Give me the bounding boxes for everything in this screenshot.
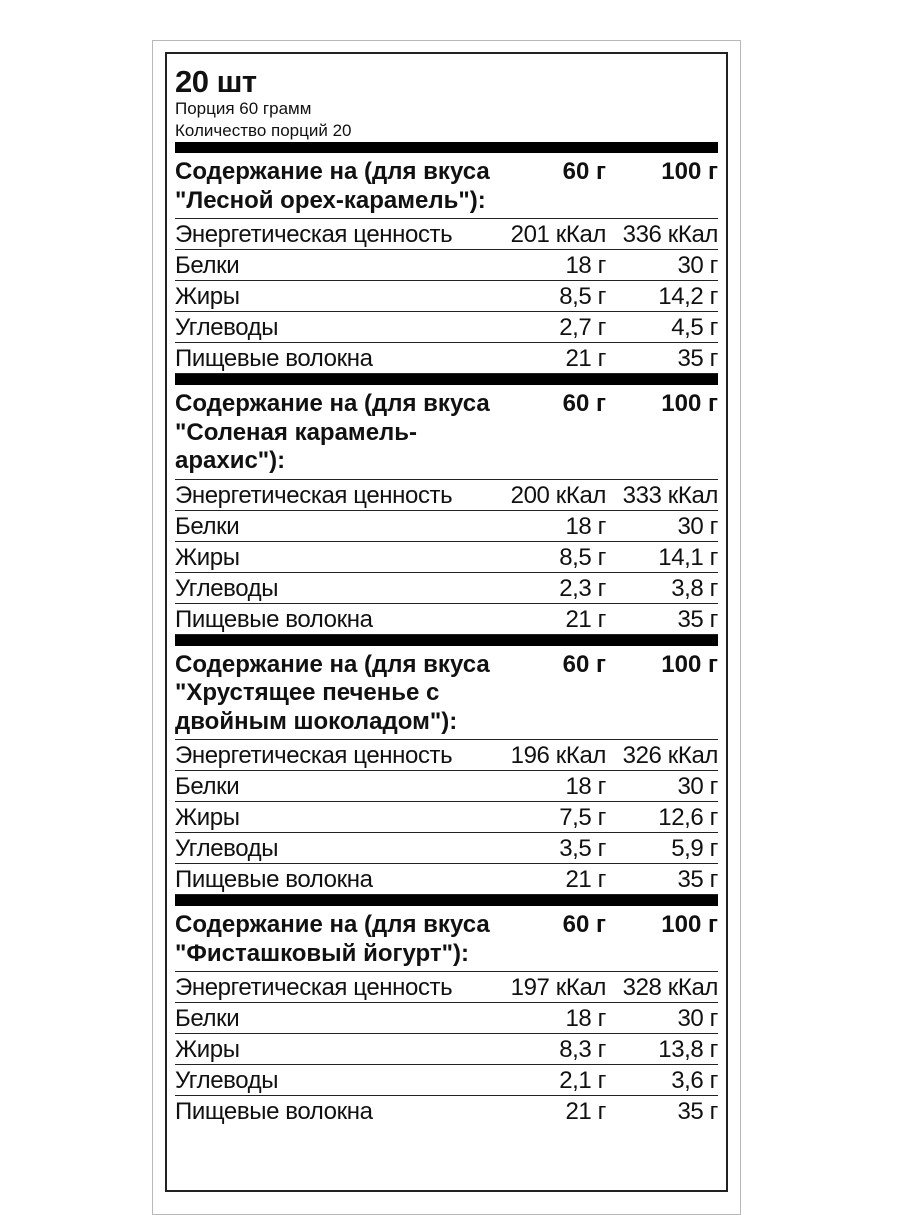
column-header-100g: 100 г: [661, 911, 718, 938]
nutrient-row: [175, 343, 718, 374]
value-per-100g: 35 г: [677, 1098, 718, 1125]
nutrient-name: Жиры: [175, 804, 240, 831]
nutrition-section: [175, 374, 718, 635]
nutrient-row: [175, 1065, 718, 1096]
column-header-60g: 60 г: [562, 911, 606, 938]
value-per-100g: 30 г: [677, 1005, 718, 1032]
nutrient-row: [175, 511, 718, 542]
nutrient-name: Пищевые волокна: [175, 1098, 373, 1125]
value-per-serving: 200 кКал: [510, 481, 606, 509]
nutrition-section: [175, 635, 718, 896]
nutrient-row: [175, 833, 718, 864]
nutrition-label: [165, 52, 728, 1192]
section-divider: [175, 635, 718, 646]
nutrient-name: Энергетическая ценность: [175, 481, 453, 509]
value-per-serving: 18 г: [565, 1005, 606, 1032]
nutrient-row: [175, 1096, 718, 1127]
nutrient-row: [175, 573, 718, 604]
nutrient-name: Белки: [175, 1005, 240, 1032]
nutrient-name: Углеводы: [175, 1067, 279, 1094]
value-per-serving: 8,3 г: [559, 1036, 606, 1063]
nutrient-name: Жиры: [175, 1036, 240, 1063]
value-per-serving: 18 г: [565, 252, 606, 279]
product-title: 20 шт: [175, 64, 257, 99]
nutrition-sections: [175, 142, 718, 1127]
value-per-100g: 13,8 г: [658, 1036, 718, 1063]
column-header-60g: 60 г: [562, 650, 606, 678]
value-per-100g: 14,1 г: [658, 543, 718, 571]
value-per-100g: 326 кКал: [622, 742, 718, 769]
nutrient-name: Пищевые волокна: [175, 605, 373, 633]
nutrient-name: Углеводы: [175, 835, 279, 862]
value-per-100g: 30 г: [677, 773, 718, 800]
section-title: Содержание на (для вкуса "Лесной орех-карамель"):: [175, 158, 490, 214]
section-title: Содержание на (для вкуса "Хрустящее печенье с двойным шоколадом"):: [175, 650, 490, 735]
value-per-serving: 18 г: [565, 773, 606, 800]
nutrient-row: [175, 864, 718, 895]
nutrient-name: Углеводы: [175, 574, 279, 602]
value-per-serving: 8,5 г: [559, 543, 606, 571]
value-per-100g: 35 г: [677, 866, 718, 893]
value-per-serving: 18 г: [565, 512, 606, 540]
value-per-serving: 7,5 г: [559, 804, 606, 831]
value-per-serving: 2,7 г: [559, 314, 606, 341]
nutrient-row: [175, 250, 718, 281]
value-per-serving: 21 г: [565, 345, 606, 372]
section-title: Содержание на (для вкуса "Фисташковый йогурт"):: [175, 911, 490, 967]
value-per-serving: 2,1 г: [559, 1067, 606, 1094]
nutrient-row: [175, 604, 718, 635]
nutrient-name: Углеводы: [175, 314, 279, 341]
nutrition-section: [175, 895, 718, 1127]
value-per-serving: 2,3 г: [559, 574, 606, 602]
value-per-100g: 35 г: [677, 345, 718, 372]
section-header: [175, 153, 718, 219]
value-per-100g: 30 г: [677, 252, 718, 279]
section-divider: [175, 895, 718, 906]
nutrient-name: Белки: [175, 773, 240, 800]
nutrient-row: [175, 1003, 718, 1034]
value-per-serving: 21 г: [565, 866, 606, 893]
nutrient-row: [175, 802, 718, 833]
value-per-100g: 30 г: [677, 512, 718, 540]
value-per-serving: 21 г: [565, 605, 606, 633]
value-per-100g: 12,6 г: [658, 804, 718, 831]
portion-size: Порция 60 грамм: [175, 99, 312, 118]
value-per-100g: 333 кКал: [622, 481, 718, 509]
value-per-100g: 336 кКал: [622, 221, 718, 248]
nutrient-name: Энергетическая ценность: [175, 221, 453, 248]
nutrient-name: Жиры: [175, 543, 240, 571]
section-title: Содержание на (для вкуса "Соленая карамель-арахис"):: [175, 390, 490, 474]
column-header-100g: 100 г: [661, 650, 718, 678]
column-header-60g: 60 г: [562, 390, 606, 417]
nutrient-row: [175, 1034, 718, 1065]
value-per-100g: 4,5 г: [671, 314, 718, 341]
nutrition-section: [175, 142, 718, 374]
section-header: [175, 906, 718, 972]
nutrient-row: [175, 542, 718, 573]
column-header-60g: 60 г: [562, 158, 606, 185]
nutrient-row: [175, 972, 718, 1003]
value-per-100g: 328 кКал: [622, 974, 718, 1001]
column-header-100g: 100 г: [661, 158, 718, 185]
section-header: [175, 646, 718, 741]
value-per-serving: 201 кКал: [510, 221, 606, 248]
nutrient-row: [175, 312, 718, 343]
value-per-serving: 197 кКал: [510, 974, 606, 1001]
value-per-100g: 3,6 г: [671, 1067, 718, 1094]
nutrient-name: Энергетическая ценность: [175, 742, 453, 769]
servings-count: Количество порций 20: [175, 121, 352, 140]
value-per-serving: 21 г: [565, 1098, 606, 1125]
value-per-100g: 35 г: [677, 605, 718, 633]
nutrient-name: Белки: [175, 252, 240, 279]
section-divider: [175, 142, 718, 153]
nutrient-name: Жиры: [175, 283, 240, 310]
value-per-serving: 3,5 г: [559, 835, 606, 862]
nutrient-row: [175, 480, 718, 511]
section-header: [175, 385, 718, 480]
nutrient-row: [175, 281, 718, 312]
value-per-serving: 196 кКал: [510, 742, 606, 769]
nutrient-name: Пищевые волокна: [175, 345, 373, 372]
value-per-100g: 5,9 г: [671, 835, 718, 862]
section-divider: [175, 374, 718, 385]
nutrient-name: Энергетическая ценность: [175, 974, 453, 1001]
nutrient-name: Белки: [175, 512, 240, 540]
nutrient-row: [175, 219, 718, 250]
nutrient-name: Пищевые волокна: [175, 866, 373, 893]
column-header-100g: 100 г: [661, 390, 718, 417]
nutrient-row: [175, 771, 718, 802]
value-per-serving: 8,5 г: [559, 283, 606, 310]
value-per-100g: 3,8 г: [671, 574, 718, 602]
value-per-100g: 14,2 г: [658, 283, 718, 310]
nutrient-row: [175, 740, 718, 771]
